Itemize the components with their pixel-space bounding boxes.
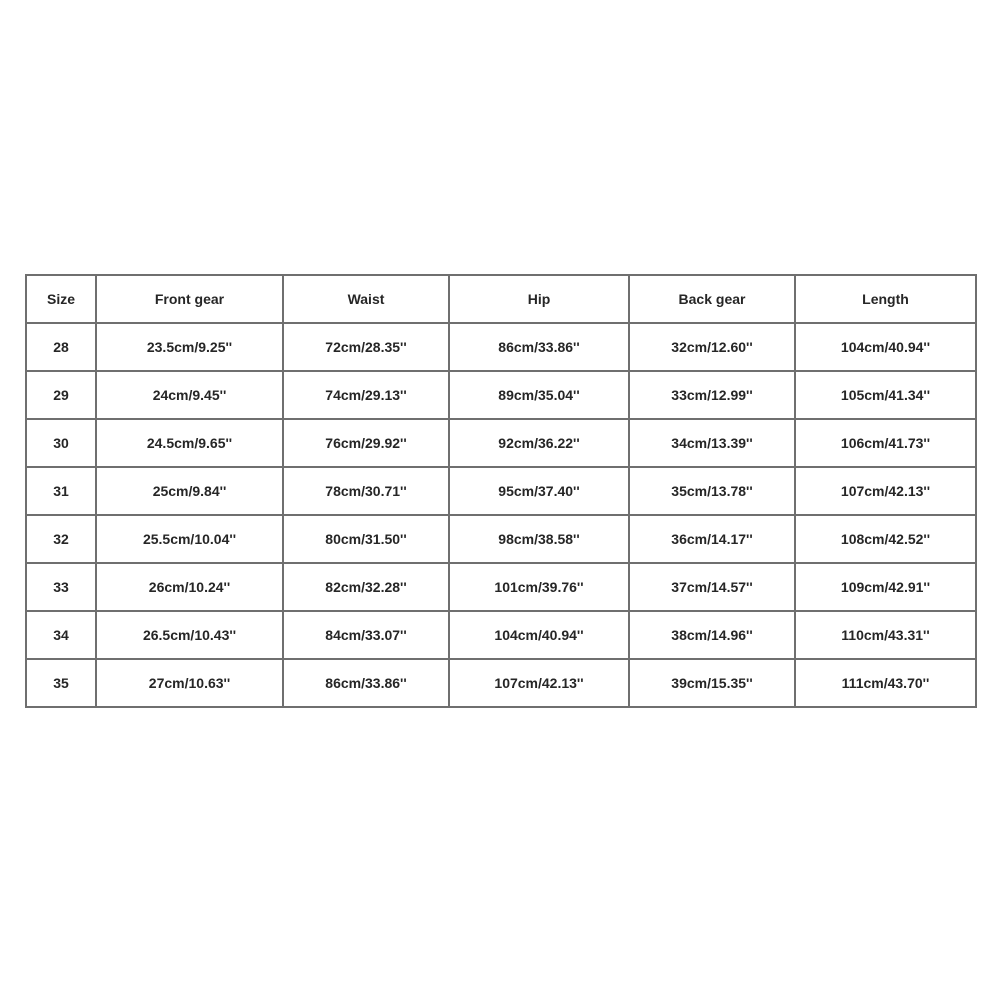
- header-back-gear: Back gear: [629, 275, 795, 323]
- table-row: [26, 659, 976, 707]
- table-row: [26, 515, 976, 563]
- cell-hip: 95cm/37.40'': [449, 467, 629, 515]
- cell-back-gear: 32cm/12.60'': [629, 323, 795, 371]
- cell-hip: 89cm/35.04'': [449, 371, 629, 419]
- cell-size: 35: [26, 659, 96, 707]
- cell-length: 111cm/43.70'': [795, 659, 976, 707]
- header-front-gear: Front gear: [96, 275, 283, 323]
- cell-front-gear: 25.5cm/10.04'': [96, 515, 283, 563]
- cell-back-gear: 34cm/13.39'': [629, 419, 795, 467]
- cell-back-gear: 35cm/13.78'': [629, 467, 795, 515]
- table-row: [26, 563, 976, 611]
- cell-front-gear: 24cm/9.45'': [96, 371, 283, 419]
- table-row: [26, 419, 976, 467]
- header-waist: Waist: [283, 275, 449, 323]
- cell-front-gear: 25cm/9.84'': [96, 467, 283, 515]
- cell-waist: 84cm/33.07'': [283, 611, 449, 659]
- cell-length: 106cm/41.73'': [795, 419, 976, 467]
- cell-hip: 86cm/33.86'': [449, 323, 629, 371]
- size-chart-table: [25, 274, 977, 708]
- cell-waist: 74cm/29.13'': [283, 371, 449, 419]
- cell-size: 33: [26, 563, 96, 611]
- cell-waist: 78cm/30.71'': [283, 467, 449, 515]
- cell-size: 29: [26, 371, 96, 419]
- cell-back-gear: 39cm/15.35'': [629, 659, 795, 707]
- header-length: Length: [795, 275, 976, 323]
- cell-front-gear: 23.5cm/9.25'': [96, 323, 283, 371]
- table-row: [26, 323, 976, 371]
- table-row: [26, 467, 976, 515]
- cell-size: 31: [26, 467, 96, 515]
- cell-front-gear: 24.5cm/9.65'': [96, 419, 283, 467]
- cell-front-gear: 27cm/10.63'': [96, 659, 283, 707]
- cell-length: 105cm/41.34'': [795, 371, 976, 419]
- cell-hip: 107cm/42.13'': [449, 659, 629, 707]
- cell-hip: 104cm/40.94'': [449, 611, 629, 659]
- table-row: [26, 371, 976, 419]
- cell-length: 108cm/42.52'': [795, 515, 976, 563]
- cell-front-gear: 26.5cm/10.43'': [96, 611, 283, 659]
- cell-back-gear: 38cm/14.96'': [629, 611, 795, 659]
- cell-length: 109cm/42.91'': [795, 563, 976, 611]
- cell-hip: 98cm/38.58'': [449, 515, 629, 563]
- table-row: [26, 611, 976, 659]
- cell-back-gear: 37cm/14.57'': [629, 563, 795, 611]
- cell-length: 110cm/43.31'': [795, 611, 976, 659]
- header-hip: Hip: [449, 275, 629, 323]
- cell-back-gear: 36cm/14.17'': [629, 515, 795, 563]
- cell-waist: 72cm/28.35'': [283, 323, 449, 371]
- cell-waist: 76cm/29.92'': [283, 419, 449, 467]
- header-size: Size: [26, 275, 96, 323]
- cell-waist: 80cm/31.50'': [283, 515, 449, 563]
- cell-length: 107cm/42.13'': [795, 467, 976, 515]
- cell-length: 104cm/40.94'': [795, 323, 976, 371]
- cell-hip: 101cm/39.76'': [449, 563, 629, 611]
- cell-waist: 82cm/32.28'': [283, 563, 449, 611]
- cell-size: 28: [26, 323, 96, 371]
- cell-waist: 86cm/33.86'': [283, 659, 449, 707]
- cell-size: 34: [26, 611, 96, 659]
- cell-hip: 92cm/36.22'': [449, 419, 629, 467]
- cell-size: 30: [26, 419, 96, 467]
- cell-front-gear: 26cm/10.24'': [96, 563, 283, 611]
- table-header-row: [26, 275, 976, 323]
- cell-back-gear: 33cm/12.99'': [629, 371, 795, 419]
- table-body: [26, 323, 976, 707]
- cell-size: 32: [26, 515, 96, 563]
